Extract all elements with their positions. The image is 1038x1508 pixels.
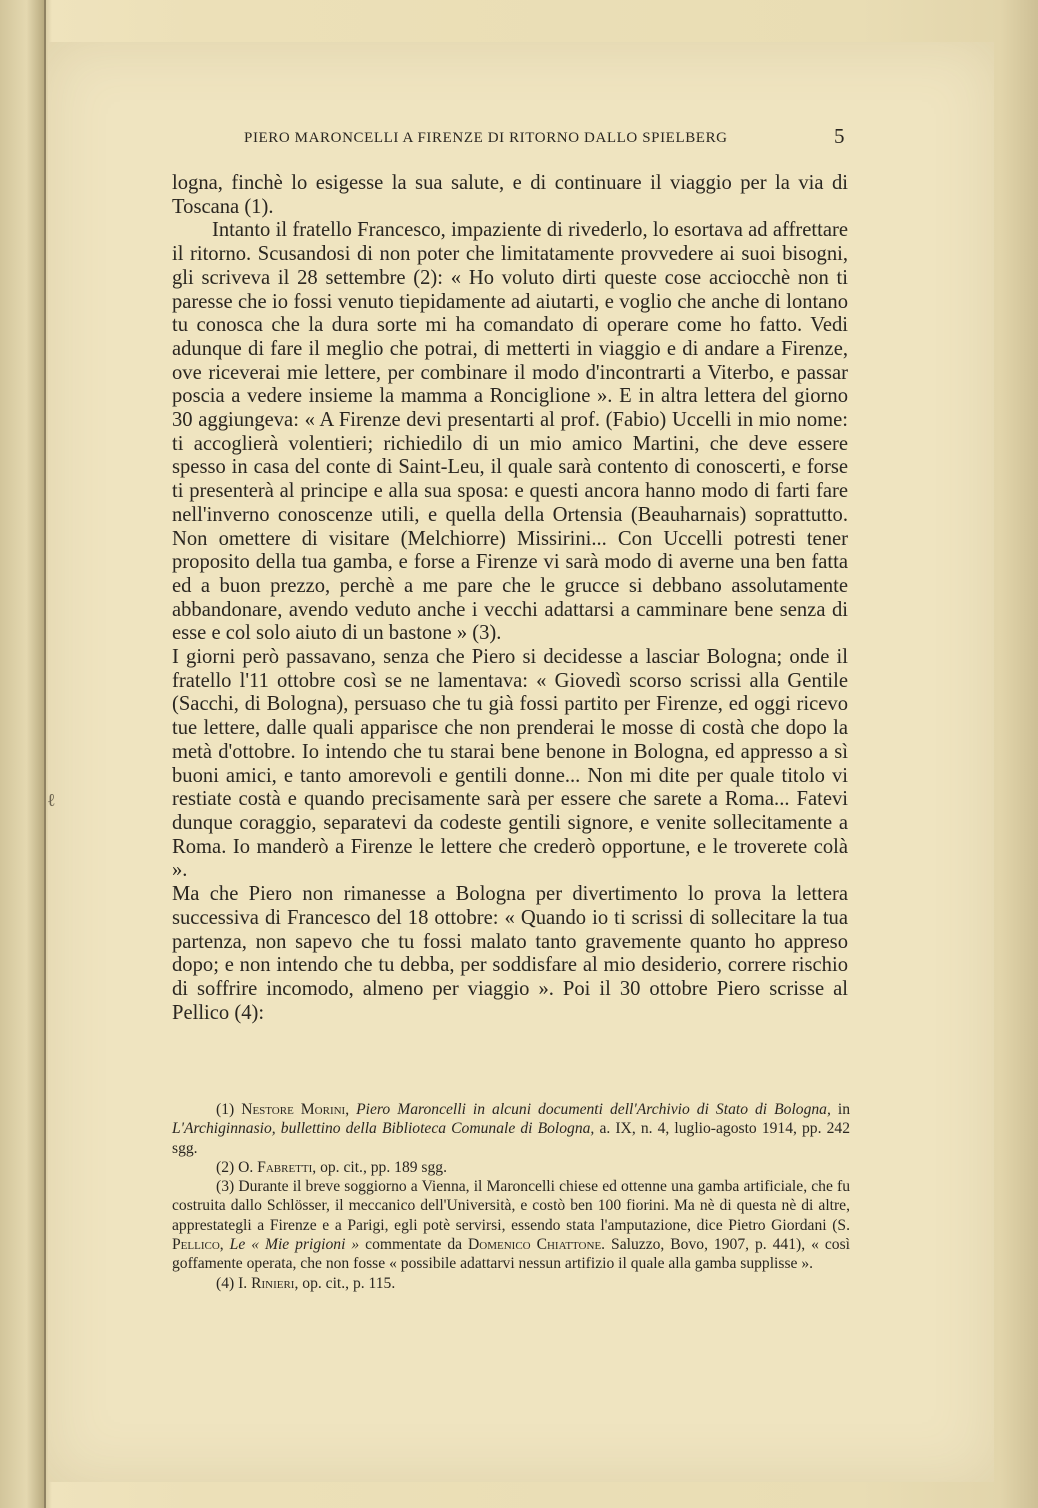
paragraph: I giorni però passavano, senza che Piero si decidesse a lasciar Bologna; onde il fratello l'11 ottobre così se ne lamentava: « Giovedì scorso scrissi alla Gentile (Sacchi, di Bologna), persuaso che tu già fossi partito per Firenze, ed oggi ricevo tue lettere, dalle quali apparisce che non prenderai le mosse di costà che dopo la metà d'ottobre. Io intendo che tu starai bene benone in Bologna, ed appresso a sì buoni amici, e tanto amorevoli e gentili donne... Non mi dite per quale titolo vi restiate costà e quando precisamente sarà per essere che sarete a Roma... Fatevi dunque coraggio, separatevi da codeste gentili signore, e venite sollecitamente a Roma. Io manderò a Firenze le lettere che crederò opportune, e le troverete colà ». (172, 646, 848, 882)
previous-page-edge (0, 0, 46, 1508)
page-number: 5 (834, 124, 845, 148)
footnote-number: (2) (216, 1158, 235, 1176)
footnote-author: O. Fabretti, (238, 1158, 317, 1176)
footnote-editor: Domenico Chiattone. (468, 1236, 606, 1254)
footnotes (172, 1100, 850, 1293)
paragraph-continuation: logna, finchè lo esigesse la sua salute, e di continuare il viaggio per la via di Toscana (1). (172, 172, 848, 218)
footnote-2 (172, 1158, 850, 1177)
paragraph: Ma che Piero non rimanesse a Bologna per divertimento lo prova la lettera successiva di Francesco del 18 ottobre: « Quando io ti scrissi di sollecitare la tua partenza, non sapevo che tu fossi malato tanto gravemente quanto ho appreso dopo; e non intendo che tu debba, per soddisfare al mio desiderio, correre rischio di soffrire incomodo, almeno per viaggio ». Poi il 30 ottobre Piero scrisse al Pellico (4): (172, 883, 848, 1024)
footnote-text: op. cit., pp. 189 sgg. (320, 1158, 447, 1176)
footnote-text: commentate da (365, 1236, 463, 1254)
footnote-3 (172, 1177, 850, 1273)
footnote-text: a. IX, n. 4, luglio-agosto 1914, pp. 242 sgg. (172, 1120, 850, 1157)
footnote-title: Piero Maroncelli in alcuni documenti dell'Archivio di Stato di Bologna, (356, 1101, 831, 1118)
footnote-text: op. cit., p. 115. (302, 1274, 396, 1292)
running-head: PIERO MARONCELLI A FIRENZE DI RITORNO DALLO SPIELBERG (244, 130, 728, 146)
footnote-author: Pellico, (172, 1236, 224, 1254)
footnote-4 (172, 1274, 850, 1293)
footnote-1: (1) Nestore Morini, Piero Maroncelli in alcuni documenti dell'Archivio di Stato di Bologna, in L'Archiginnasio, bullettino della Biblioteca Comunale di Bologna, a. IX, n. 4, luglio-agosto 1914, pp. 242 sgg. (172, 1101, 851, 1157)
footnote-author: I. Rinieri, (238, 1274, 299, 1292)
footnote-text: Durante il breve soggiorno a Vienna, il Maroncelli chiese ed ottenne una gamba artificiale, che fu costruita dallo Schlösser, il meccanico dell'Università, e costò ben 100 fiorini. Ma nè di questa nè di altre, apprestategli a Firenze e a Parigi, egli potè servirsi, essendo stata l'amputazione, dice Pietro Giordani (S. (172, 1178, 851, 1234)
footnote-text: Saluzzo, Bovo, 1907, p. 441), « così goffamente operata, che non fosse « possibile adattarvi nessun artifizio il quale alla gamba supplisse ». (172, 1236, 850, 1273)
footnote-author: Nestore Morini (241, 1101, 346, 1118)
footnote-number: (4) (216, 1274, 235, 1292)
footnote-title: Le « Mie prigioni » (229, 1236, 360, 1254)
main-text (172, 172, 848, 1025)
footnote-text: in (837, 1101, 851, 1118)
footnote-number: (1) (216, 1101, 235, 1118)
paragraph: Intanto il fratello Francesco, impaziente di rivederlo, lo esortava ad affrettare il ritorno. Scusandosi di non poter che limitatamente provvedere ai suoi bisogni, gli scriveva il 28 settembre (2): « Ho voluto dirti queste cose acciocchè non ti paresse che io fossi venuto tiepidamente ad aiutarti, e voglio che anche di lontano tu conosca che la dura sorte mi ha comandato di operare come ho fatto. Vedi adunque di fare il meglio che potrai, di metterti in viaggio e di andare a Firenze, ove riceverai mie lettere, per combinare il modo d'incontrarti a Viterbo, e passar poscia a vedere insieme la mamma a Ronciglione ». E in altra lettera del giorno 30 aggiungeva: « A Firenze devi presentarti al prof. (Fabio) Uccelli in mio nome: ti accoglierà volentieri; richiedilo di un mio amico Martini, che deve essere spesso in casa del conte di Saint-Leu, il quale sarà contento di conoscerti, e forse ti presenterà al principe e alla sua sposa: e questi ancora hanno modo di farti fare nell'inverno conoscenze utili, e quella della Ortensia (Beauharnais) soprattutto. Non omettere di visitare (Melchiorre) Missirini... Con Uccelli potresti tener proposito della tua gamba, e forse a Firenze vi sarà modo di averne una ben fatta ed a buon prezzo, perchè a me pare che le grucce si debbano assolutamente abbandonare, avendo veduto anche i vecchi adattarsi a camminare bene senza di esse e col solo aiuto di un bastone » (3). (172, 219, 848, 645)
margin-mark: ℓ (47, 790, 56, 810)
footnote-number: (3) (216, 1178, 235, 1196)
footnote-journal: L'Archiginnasio, bullettino della Biblioteca Comunale di Bologna, (172, 1120, 595, 1138)
